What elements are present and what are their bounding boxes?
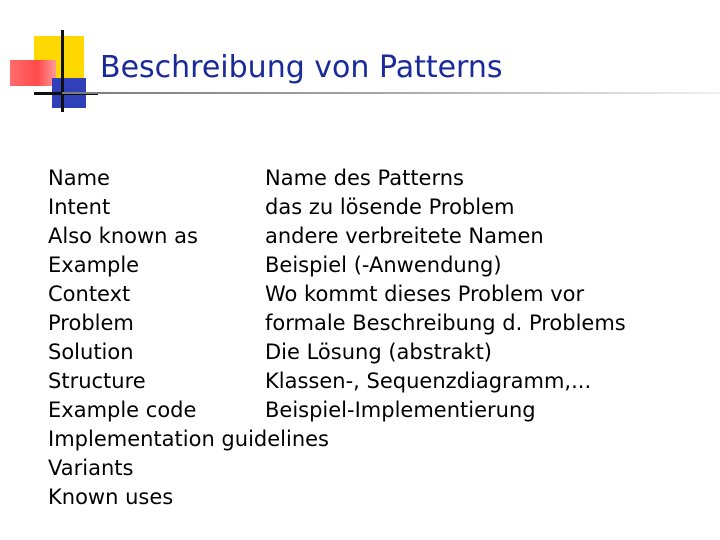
pattern-term-description: andere verbreitete Namen bbox=[265, 224, 544, 248]
pattern-term: Example code bbox=[48, 398, 197, 422]
pattern-term: Solution bbox=[48, 340, 134, 364]
pattern-term-description: Beispiel (-Anwendung) bbox=[265, 253, 502, 277]
pattern-term: Context bbox=[48, 282, 131, 306]
pattern-term: Name bbox=[48, 166, 110, 190]
title-underline bbox=[62, 92, 720, 94]
pattern-term: Problem bbox=[48, 311, 134, 335]
pattern-term-description: Name des Patterns bbox=[265, 166, 464, 190]
pattern-term: Implementation guidelines bbox=[48, 427, 329, 451]
slide-logo-icon bbox=[0, 0, 100, 120]
pattern-term-description: formale Beschreibung d. Problems bbox=[265, 311, 626, 335]
slide-title: Beschreibung von Patterns bbox=[100, 50, 503, 85]
pattern-term: Variants bbox=[48, 456, 134, 480]
pattern-term: Intent bbox=[48, 195, 111, 219]
pattern-term-description: Klassen-, Sequenzdiagramm,... bbox=[265, 369, 592, 393]
pattern-term-description: das zu lösende Problem bbox=[265, 195, 515, 219]
pattern-term: Example bbox=[48, 253, 140, 277]
logo-vertical-line bbox=[61, 30, 64, 112]
pattern-term-description: Beispiel-Implementierung bbox=[265, 398, 536, 422]
pattern-term-description: Die Lösung (abstrakt) bbox=[265, 340, 493, 364]
pattern-term: Known uses bbox=[48, 485, 174, 509]
pattern-term: Also known as bbox=[48, 224, 198, 248]
pattern-term-description: Wo kommt dieses Problem vor bbox=[265, 282, 585, 306]
pattern-term: Structure bbox=[48, 369, 146, 393]
logo-red-square bbox=[10, 60, 56, 86]
